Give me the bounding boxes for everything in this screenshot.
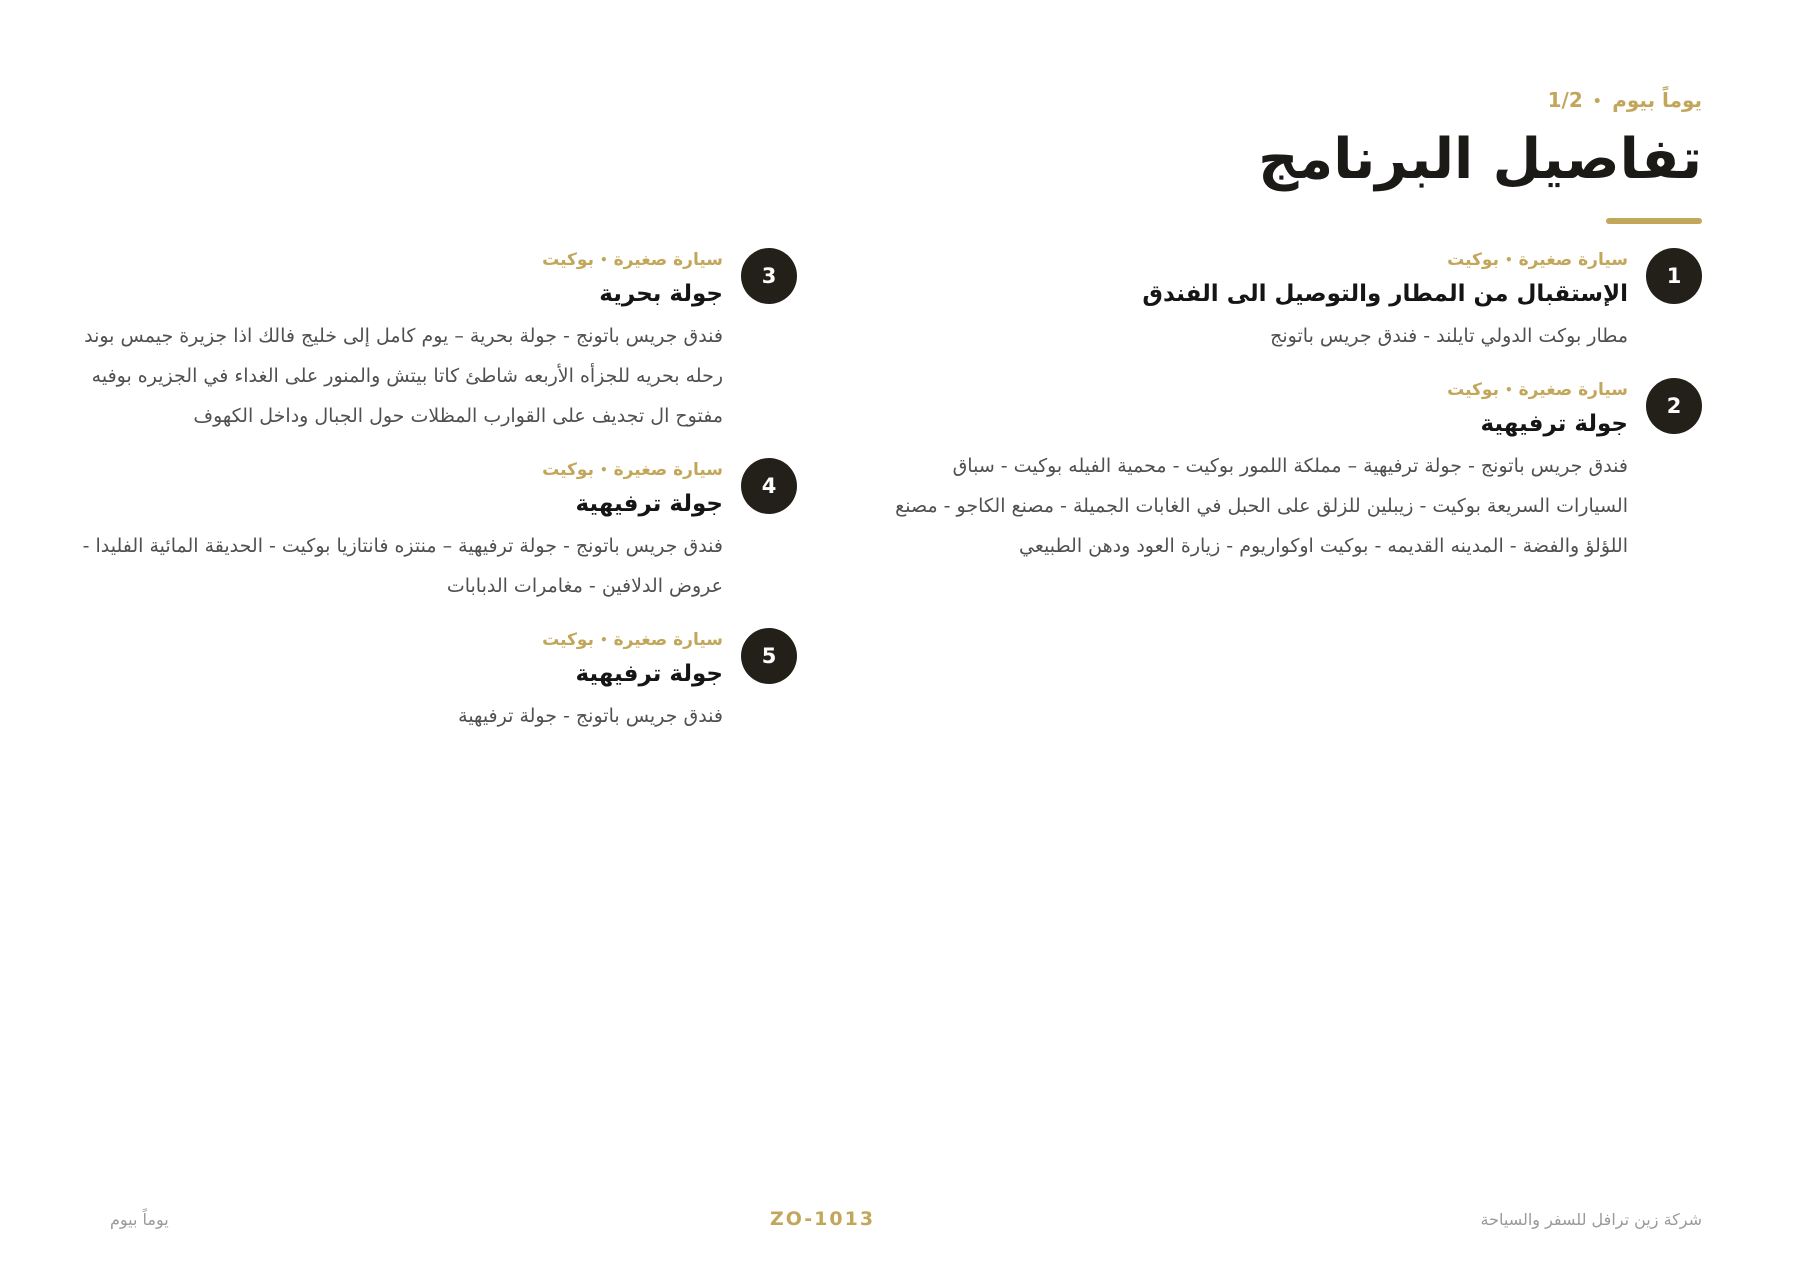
item-description: فندق جريس باتونج - جولة ترفيهية – مملكة اللمور بوكيت - محمية الفيله بوكيت - سباق السيارات السريعة بوكيت - زيبلين للزلق على الحبل في الغابات الجميلة - مصنع الكاجو - مصنع اللؤلؤ والفضة - المدينه القديمه - بوكيت اوكواريوم - زيارة العود ودهن الطبيعي [895, 455, 1628, 557]
item-title: جولة ترفيهية [575, 661, 723, 687]
item-meta [882, 246, 1628, 274]
item-vehicle: سيارة صغيرة [1518, 380, 1628, 400]
item-vehicle: سيارة صغيرة [613, 250, 723, 270]
item-city: بوكيت [1447, 380, 1499, 400]
item-meta [882, 376, 1628, 404]
item-vehicle: سيارة صغيرة [613, 460, 723, 480]
item-meta-separator: • [1504, 383, 1513, 397]
itinerary-item [882, 246, 1702, 356]
item-description: فندق جريس باتونج - جولة ترفيهية [458, 705, 723, 727]
itinerary-item [67, 456, 797, 606]
footer-program-code: ZO-1013 [770, 1208, 876, 1230]
item-city: بوكيت [1447, 250, 1499, 270]
kicker-separator: • [1592, 93, 1603, 110]
item-number-badge: 5 [741, 628, 797, 684]
item-title: جولة بحرية [599, 281, 723, 307]
itinerary-item [67, 626, 797, 736]
itinerary-item [67, 246, 797, 436]
itinerary-column-left [67, 246, 797, 756]
item-city: بوكيت [542, 630, 594, 650]
item-vehicle: سيارة صغيرة [613, 630, 723, 650]
kicker-duration: يوماً بيوم [1612, 88, 1702, 112]
item-meta [67, 456, 723, 484]
page-title: تفاصيل البرنامج [1258, 127, 1702, 192]
item-meta-separator: • [599, 633, 608, 647]
item-title: الإستقبال من المطار والتوصيل الى الفندق [1142, 281, 1628, 307]
item-vehicle: سيارة صغيرة [1518, 250, 1628, 270]
title-underline [1606, 218, 1702, 224]
item-city: بوكيت [542, 250, 594, 270]
page-kicker [1548, 88, 1702, 112]
itinerary-item [882, 376, 1702, 566]
item-meta-separator: • [1504, 253, 1513, 267]
item-description: مطار بوكت الدولي تايلند - فندق جريس باتونج [1270, 325, 1628, 347]
footer-duration: يوماً بيوم [110, 1210, 169, 1229]
footer-company: شركة زين ترافل للسفر والسياحة [1480, 1210, 1702, 1229]
item-description: فندق جريس باتونج - جولة ترفيهية – منتزه فانتازيا بوكيت - الحديقة المائية الفليدا - عروض الدلافين - مغامرات الدبابات [82, 535, 723, 597]
item-title: جولة ترفيهية [575, 491, 723, 517]
item-meta [67, 246, 723, 274]
item-city: بوكيت [542, 460, 594, 480]
item-title: جولة ترفيهية [1480, 411, 1628, 437]
item-meta [67, 626, 723, 654]
item-number-badge: 3 [741, 248, 797, 304]
item-number-badge: 1 [1646, 248, 1702, 304]
item-meta-separator: • [599, 463, 608, 477]
item-description: فندق جريس باتونج - جولة بحرية – يوم كامل إلى خليج فالك اذا جزيرة جيمس بوند رحله بحريه للجزأه الأربعه شاطئ كاتا بيتش والمنور على الغداء في الجزيره بوفيه مفتوح ال تجديف على القوارب المظلات حول الجبال وداخل الكهوف [84, 325, 723, 427]
item-meta-separator: • [599, 253, 608, 267]
item-number-badge: 4 [741, 458, 797, 514]
kicker-page-number: 1/2 [1547, 88, 1583, 112]
page-footer [0, 1208, 1800, 1238]
item-number-badge: 2 [1646, 378, 1702, 434]
itinerary-column-right [882, 246, 1702, 586]
